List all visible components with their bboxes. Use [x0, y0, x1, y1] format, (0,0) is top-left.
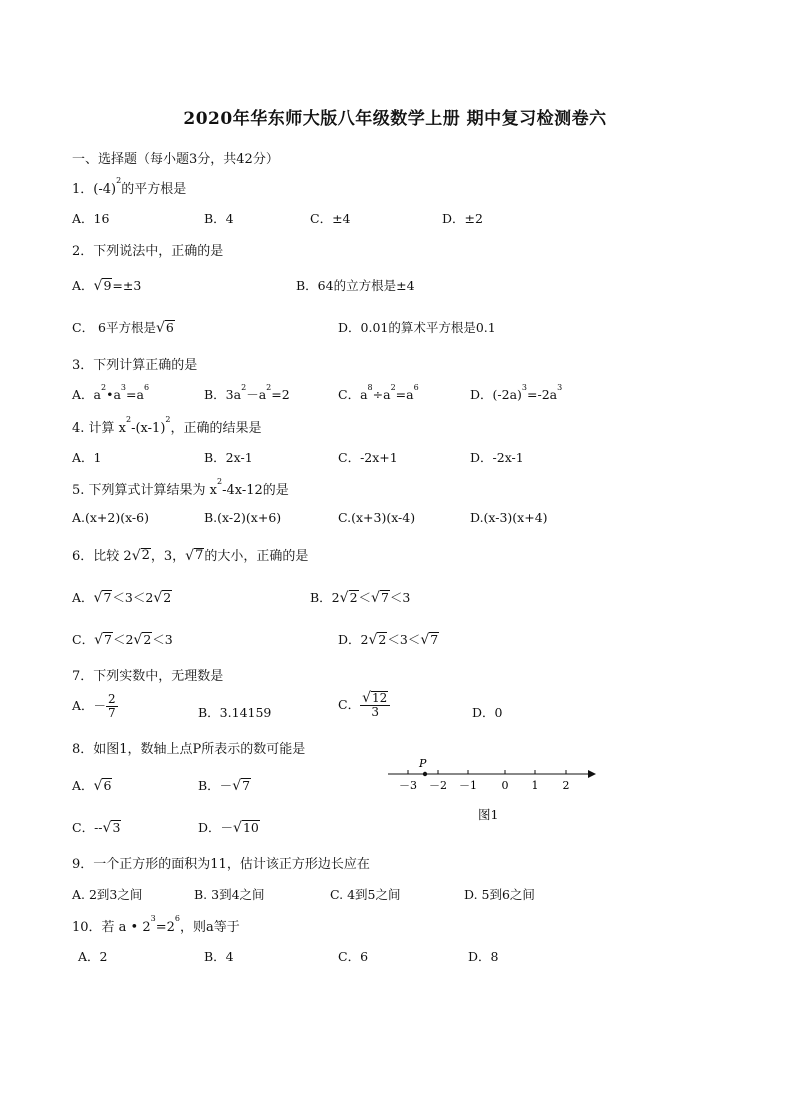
q6-option-b[interactable]: B．2 √ 2 ＜ √ 7 ＜3	[310, 590, 411, 606]
q7-option-a[interactable]: A．－ $\frac{2}{7}$	[72, 692, 116, 721]
q7-option-c[interactable]: C． √ 12 3	[338, 691, 390, 720]
q8-option-c[interactable]: C．-- √ 3	[72, 820, 121, 836]
number-line-tick-label: 2	[562, 779, 570, 792]
q2-option-c[interactable]: C． 6平方根是 √ 6	[72, 320, 174, 336]
number-line-tick-label: －3	[399, 779, 417, 792]
q9-option-a[interactable]: A. 2到3之间	[72, 887, 143, 902]
q1-option-a[interactable]: A．16	[72, 211, 110, 226]
page-title: 2020年华东师大版八年级数学上册 期中复习检测卷六	[183, 109, 607, 129]
q6-option-a[interactable]: A． √ 7 ＜3＜2 √ 2	[72, 590, 172, 606]
q5-option-a[interactable]: A.(x+2)(x-6)	[72, 510, 149, 525]
point-p-dot	[423, 772, 427, 776]
q3-option-c[interactable]: C．$a^8\div a^2=a^6$	[338, 383, 419, 402]
q10-option-a[interactable]: A．2	[78, 949, 108, 964]
q5-option-b[interactable]: B.(x-2)(x+6)	[204, 510, 282, 525]
q10-option-d[interactable]: D．8	[468, 949, 499, 964]
q4-option-a[interactable]: A．1	[72, 450, 102, 465]
question-2-stem: 2．下列说法中，正确的是	[72, 244, 224, 259]
q9-option-b[interactable]: B. 3到4之间	[194, 887, 265, 902]
q3-option-b[interactable]: B．$3a^2-a^2=2$	[204, 383, 290, 402]
q4-option-b[interactable]: B．2x-1	[204, 450, 253, 465]
q6-option-c[interactable]: C． √ 7 ＜2 √ 2 ＜3	[72, 632, 173, 648]
question-6-stem: 6．比较 2 √ 2 ，3， √ 7 的大小，正确的是	[72, 547, 309, 564]
q1-option-b[interactable]: B．4	[204, 211, 234, 226]
question-10-stem: 10．若 a • $2^3=2^6$，则a等于	[72, 914, 240, 935]
section-heading: 一、选择题（每小题3分，共42分）	[72, 152, 279, 167]
q7-option-d[interactable]: D．0	[472, 705, 503, 720]
q2-option-b[interactable]: B．64的立方根是±4	[296, 278, 415, 293]
q9-option-d[interactable]: D. 5到6之间	[464, 887, 535, 902]
question-5-stem: 5. 下列算式计算结果为 $x^2-4x-12$的是	[72, 477, 289, 498]
q8-option-b[interactable]: B．－ √ 7	[198, 778, 251, 794]
q4-option-d[interactable]: D．-2x-1	[470, 450, 524, 465]
question-3-stem: 3．下列计算正确的是	[72, 358, 198, 373]
figure-caption: 图1	[478, 807, 499, 822]
q10-option-b[interactable]: B．4	[204, 949, 234, 964]
point-p-label: P	[419, 758, 427, 770]
number-line-tick-label: －1	[459, 779, 477, 792]
q4-option-c[interactable]: C．-2x+1	[338, 450, 398, 465]
q6-option-d[interactable]: D．2 √ 2 ＜3＜ √ 7	[338, 632, 439, 648]
number-line-tick-label: 1	[531, 779, 539, 792]
question-8-stem: 8．如图1，数轴上点P所表示的数可能是	[72, 742, 306, 757]
question-1-stem: 1．$(-4)^2$的平方根是	[72, 176, 187, 197]
q5-option-d[interactable]: D.(x-3)(x+4)	[470, 510, 548, 525]
q8-option-d[interactable]: D．－ √ 10	[198, 820, 259, 836]
question-9-stem: 9．一个正方形的面积为11，估计该正方形边长应在	[72, 857, 370, 872]
q1-option-d[interactable]: D．±2	[442, 211, 483, 226]
q1-option-c[interactable]: C．±4	[310, 211, 351, 226]
number-line-tick-label: －2	[429, 779, 447, 792]
q2-option-a[interactable]: A． √ 9 =±3	[72, 278, 142, 294]
question-4-stem: 4. 计算 $x^2-(x-1)^2$，正确的结果是	[72, 415, 262, 436]
question-7-stem: 7．下列实数中，无理数是	[72, 669, 224, 684]
number-line-tick-label: 0	[501, 779, 509, 792]
q8-option-a[interactable]: A． √ 6	[72, 778, 112, 794]
q3-option-d[interactable]: D．$(-2a)^3=-2a^3$	[470, 383, 563, 402]
q10-option-c[interactable]: C．6	[338, 949, 369, 964]
q7-option-b[interactable]: B．3.14159	[198, 705, 272, 720]
number-line-arrow	[588, 770, 596, 778]
q2-option-d[interactable]: D．0.01的算术平方根是0.1	[338, 320, 496, 335]
q9-option-c[interactable]: C. 4到5之间	[330, 887, 401, 902]
q5-option-c[interactable]: C.(x+3)(x-4)	[338, 510, 416, 525]
q3-option-a[interactable]: A．$a^2•a^3=a^6$	[72, 383, 150, 402]
